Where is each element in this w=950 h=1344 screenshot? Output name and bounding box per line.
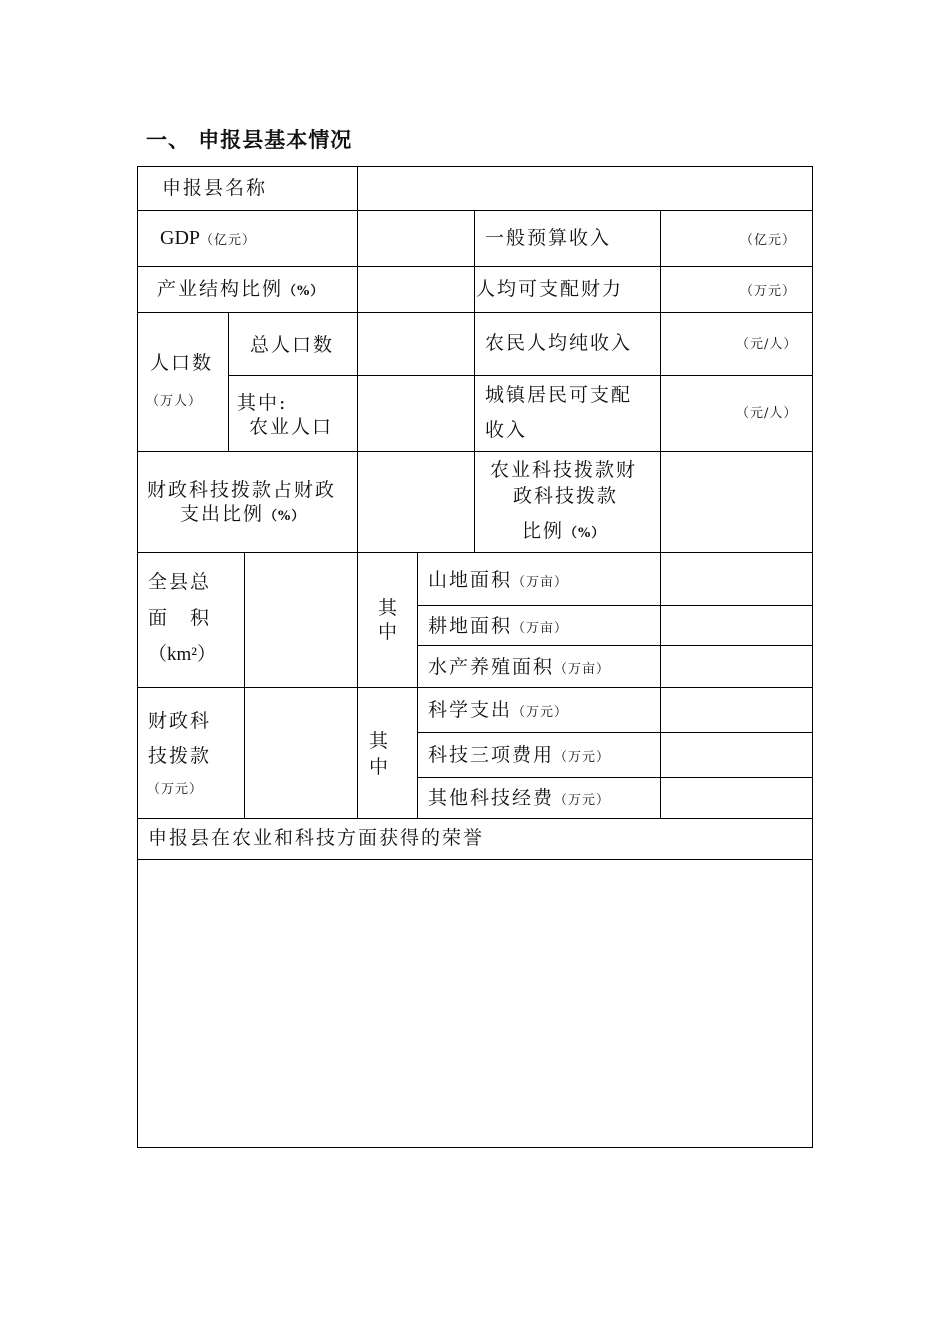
total-population-label: 总人口数: [250, 334, 335, 356]
col-divider: [357, 166, 358, 553]
per-capita-fiscal-unit: （万元）: [740, 284, 797, 299]
mountain-area-label: [428, 568, 568, 595]
col-divider: [228, 312, 229, 452]
population-unit: （万人）: [146, 394, 203, 409]
industry-ratio-field[interactable]: [359, 268, 473, 311]
fund-of-which-1: 其: [369, 730, 391, 752]
gdp-label: [160, 226, 256, 252]
fiscal-ratio-unit: （%）: [264, 509, 306, 524]
industry-ratio-text: 产业结构比例: [157, 278, 284, 300]
area-of-which-1: 其: [378, 597, 400, 619]
aquaculture-area-label: [428, 655, 610, 682]
row-divider: [137, 687, 813, 688]
row-divider: [417, 605, 813, 606]
other-exp-unit: （万元）: [554, 793, 611, 808]
row-divider: [137, 451, 813, 452]
table-border-left: [137, 166, 138, 1148]
general-budget-field[interactable]: [662, 212, 738, 265]
area-label-line1: 全县总: [148, 571, 212, 593]
page-title: 一、 申报县基本情况: [146, 128, 353, 152]
farmer-income-field[interactable]: [662, 314, 732, 374]
three-items-label: [428, 743, 610, 770]
urban-income-unit: （元/人）: [736, 406, 798, 421]
row-divider: [417, 732, 813, 733]
aquaculture-area-text: 水产养殖面积: [428, 656, 555, 678]
science-exp-field[interactable]: [662, 689, 811, 731]
fund-of-which-2: 中: [369, 756, 391, 778]
fund-unit: （万元）: [147, 782, 204, 797]
gdp-unit: （亿元）: [200, 232, 257, 247]
industry-ratio-unit: （%）: [283, 284, 325, 299]
agri-population-label: 农业人口: [249, 416, 334, 438]
row-divider: [137, 210, 813, 211]
honors-field[interactable]: [139, 861, 811, 1146]
agri-ratio-label-line2: 政科技拨款: [513, 485, 619, 507]
science-exp-text: 科学支出: [428, 699, 513, 721]
industry-ratio-label: [157, 277, 324, 304]
other-exp-text: 其他科技经费: [428, 787, 555, 809]
col-divider: [660, 552, 661, 819]
fiscal-ratio-label-line1: 财政科技拨款占财政: [147, 479, 337, 501]
row-divider: [417, 777, 813, 778]
per-capita-fiscal-field[interactable]: [662, 268, 738, 311]
col-divider: [417, 552, 418, 819]
area-label-line2: 面 积: [148, 607, 212, 629]
col-divider: [244, 552, 245, 819]
mountain-area-field[interactable]: [662, 554, 811, 604]
mountain-area-unit: （万亩）: [512, 575, 569, 590]
total-area-field[interactable]: [246, 554, 356, 686]
science-exp-label: [428, 698, 568, 725]
farmer-income-label: 农民人均纯收入: [485, 332, 633, 354]
row-divider: [137, 859, 813, 860]
fiscal-ratio-text: 支出比例: [180, 503, 265, 525]
farmland-area-text: 耕地面积: [428, 615, 513, 637]
county-name-field[interactable]: [359, 168, 811, 209]
fiscal-ratio-field[interactable]: [359, 453, 473, 551]
area-unit: （km²）: [148, 644, 216, 665]
aquaculture-area-field[interactable]: [662, 647, 811, 686]
gdp-text: GDP: [160, 227, 201, 249]
urban-income-label-line1: 城镇居民可支配: [485, 384, 633, 406]
population-label: 人口数: [150, 352, 214, 374]
table-border-top: [137, 166, 813, 167]
total-population-field[interactable]: [359, 314, 473, 374]
agri-ratio-text: 比例: [522, 520, 565, 542]
row-divider: [137, 818, 813, 819]
three-items-text: 科技三项费用: [428, 744, 555, 766]
farmland-area-field[interactable]: [662, 607, 811, 644]
county-name-label: 申报县名称: [162, 177, 268, 199]
three-items-unit: （万元）: [554, 750, 611, 765]
agri-ratio-label-line3: [522, 519, 605, 546]
row-divider: [137, 552, 813, 553]
agri-ratio-label-line1: 农业科技拨款财: [490, 459, 638, 481]
honors-label: 申报县在农业和科技方面获得的荣誉: [148, 827, 485, 849]
farmland-area-label: [428, 614, 568, 641]
fund-label-line1: 财政科: [148, 710, 212, 732]
fund-total-field[interactable]: [246, 689, 356, 817]
row-divider: [228, 375, 813, 376]
col-divider: [357, 552, 358, 819]
table-border-right: [812, 166, 813, 1148]
urban-income-field[interactable]: [662, 377, 732, 450]
col-divider: [660, 210, 661, 553]
per-capita-fiscal-label: 人均可支配财力: [476, 278, 624, 300]
of-which-label: 其中:: [237, 392, 288, 414]
fund-label-line2: 技拨款: [148, 745, 212, 767]
general-budget-label: 一般预算收入: [485, 227, 612, 249]
area-of-which-2: 中: [378, 621, 400, 643]
general-budget-unit: （亿元）: [740, 233, 797, 248]
row-divider: [137, 266, 813, 267]
farmer-income-unit: （元/人）: [736, 337, 798, 352]
other-exp-label: [428, 786, 610, 813]
table-border-bottom: [137, 1147, 813, 1148]
gdp-field[interactable]: [359, 212, 473, 265]
agri-population-field[interactable]: [359, 377, 473, 450]
farmland-area-unit: （万亩）: [512, 621, 569, 636]
fiscal-ratio-label-line2: [180, 502, 305, 529]
col-divider: [474, 210, 475, 553]
aquaculture-area-unit: （万亩）: [554, 662, 611, 677]
agri-ratio-field[interactable]: [662, 453, 811, 551]
row-divider: [417, 645, 813, 646]
row-divider: [137, 312, 813, 313]
urban-income-label-line2: 收入: [485, 419, 528, 441]
science-exp-unit: （万元）: [512, 705, 569, 720]
mountain-area-text: 山地面积: [428, 569, 513, 591]
three-items-field[interactable]: [662, 734, 811, 776]
agri-ratio-unit: （%）: [564, 526, 606, 541]
other-exp-field[interactable]: [662, 779, 811, 817]
